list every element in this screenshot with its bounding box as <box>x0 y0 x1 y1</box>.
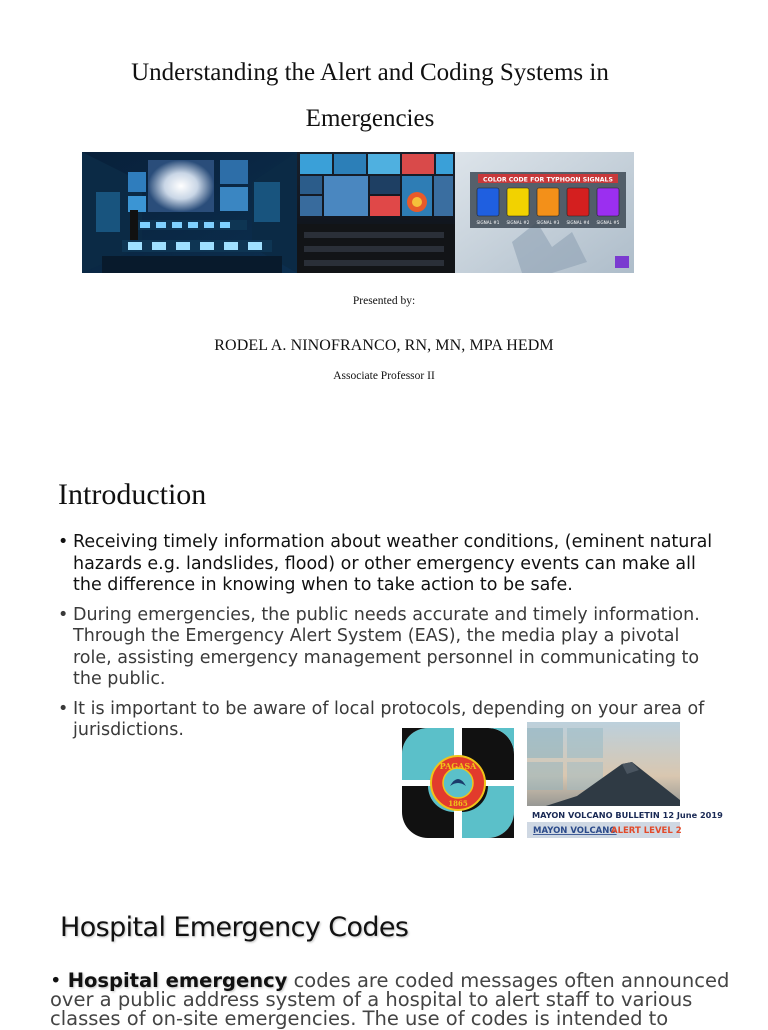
introduction-bullets <box>58 532 718 750</box>
title-line-2: Emergencies <box>305 105 435 132</box>
svg-text:MAYON VOLCANO: MAYON VOLCANO <box>533 826 617 836</box>
bullet-text: Receiving timely information about weather conditions, (eminent natural hazards e.g. landslides, flood) or other emergency events can make all the difference in knowing when to take action to be safe. <box>73 532 713 595</box>
bullet-dot-icon: • <box>58 532 69 552</box>
hospital-codes-heading: Hospital Emergency Codes <box>60 912 409 943</box>
bullet-dot-icon: • <box>50 969 62 992</box>
signal-label: SIGNAL #4 <box>566 220 590 225</box>
bullet-dot-icon: • <box>58 698 69 719</box>
bullet-item <box>58 532 718 597</box>
signal-label: SIGNAL #3 <box>536 220 560 225</box>
signal-swatch <box>597 188 619 216</box>
presented-by-label: Presented by: <box>352 295 416 307</box>
signal-label: SIGNAL #2 <box>506 220 530 225</box>
mayon-volcano-image <box>527 722 723 838</box>
hospital-codes-text: codes are coded messages often announced over a public address system of a hospital to alert staff to various classes of on-site emergencies. The use of codes is intended to <box>50 969 730 1030</box>
introduction-heading: Introduction <box>58 478 207 511</box>
signal-swatch <box>537 188 559 216</box>
operations-center-panel <box>297 152 455 273</box>
bullet-text: It is important to be aware of local protocols, depending on your area of jurisdictions. <box>73 698 705 740</box>
hospital-codes-paragraph <box>50 971 730 1028</box>
banner-image <box>82 152 634 273</box>
signal-swatch <box>477 188 499 216</box>
hospital-emergency-term: Hospital emergency <box>67 969 288 992</box>
signal-label: SIGNAL #1 <box>476 220 500 225</box>
signal-label: SIGNAL #5 <box>596 220 620 225</box>
author-position: Associate Professor II <box>333 370 435 382</box>
bullet-item <box>58 605 718 691</box>
bullet-text: During emergencies, the public needs accurate and timely information. Through the Emergency Alert System (EAS), the media play a pivotal role, assisting emergency management personnel in communicating to the public. <box>73 604 700 689</box>
control-room-panel <box>82 152 297 273</box>
title-line-1: Understanding the Alert and Coding Systems in <box>131 59 609 86</box>
svg-text:1865: 1865 <box>448 799 468 808</box>
bullet-dot-icon: • <box>58 604 69 625</box>
svg-text:PAGASA: PAGASA <box>439 761 477 771</box>
svg-text:MAYON VOLCANO BULLETIN 12 June: MAYON VOLCANO BULLETIN 12 June 2019 <box>532 810 723 820</box>
pagasa-logo <box>402 728 514 838</box>
svg-text:ALERT LEVEL 2: ALERT LEVEL 2 <box>611 826 682 836</box>
svg-text:COLOR CODE FOR TYPHOON SIGNALS: COLOR CODE FOR TYPHOON SIGNALS <box>483 176 613 184</box>
signal-swatch <box>567 188 589 216</box>
document-title <box>60 50 680 142</box>
author-name: RODEL A. NINOFRANCO, RN, MN, MPA HEDM <box>214 337 554 354</box>
signal-swatch <box>507 188 529 216</box>
typhoon-signals-panel <box>455 152 634 273</box>
